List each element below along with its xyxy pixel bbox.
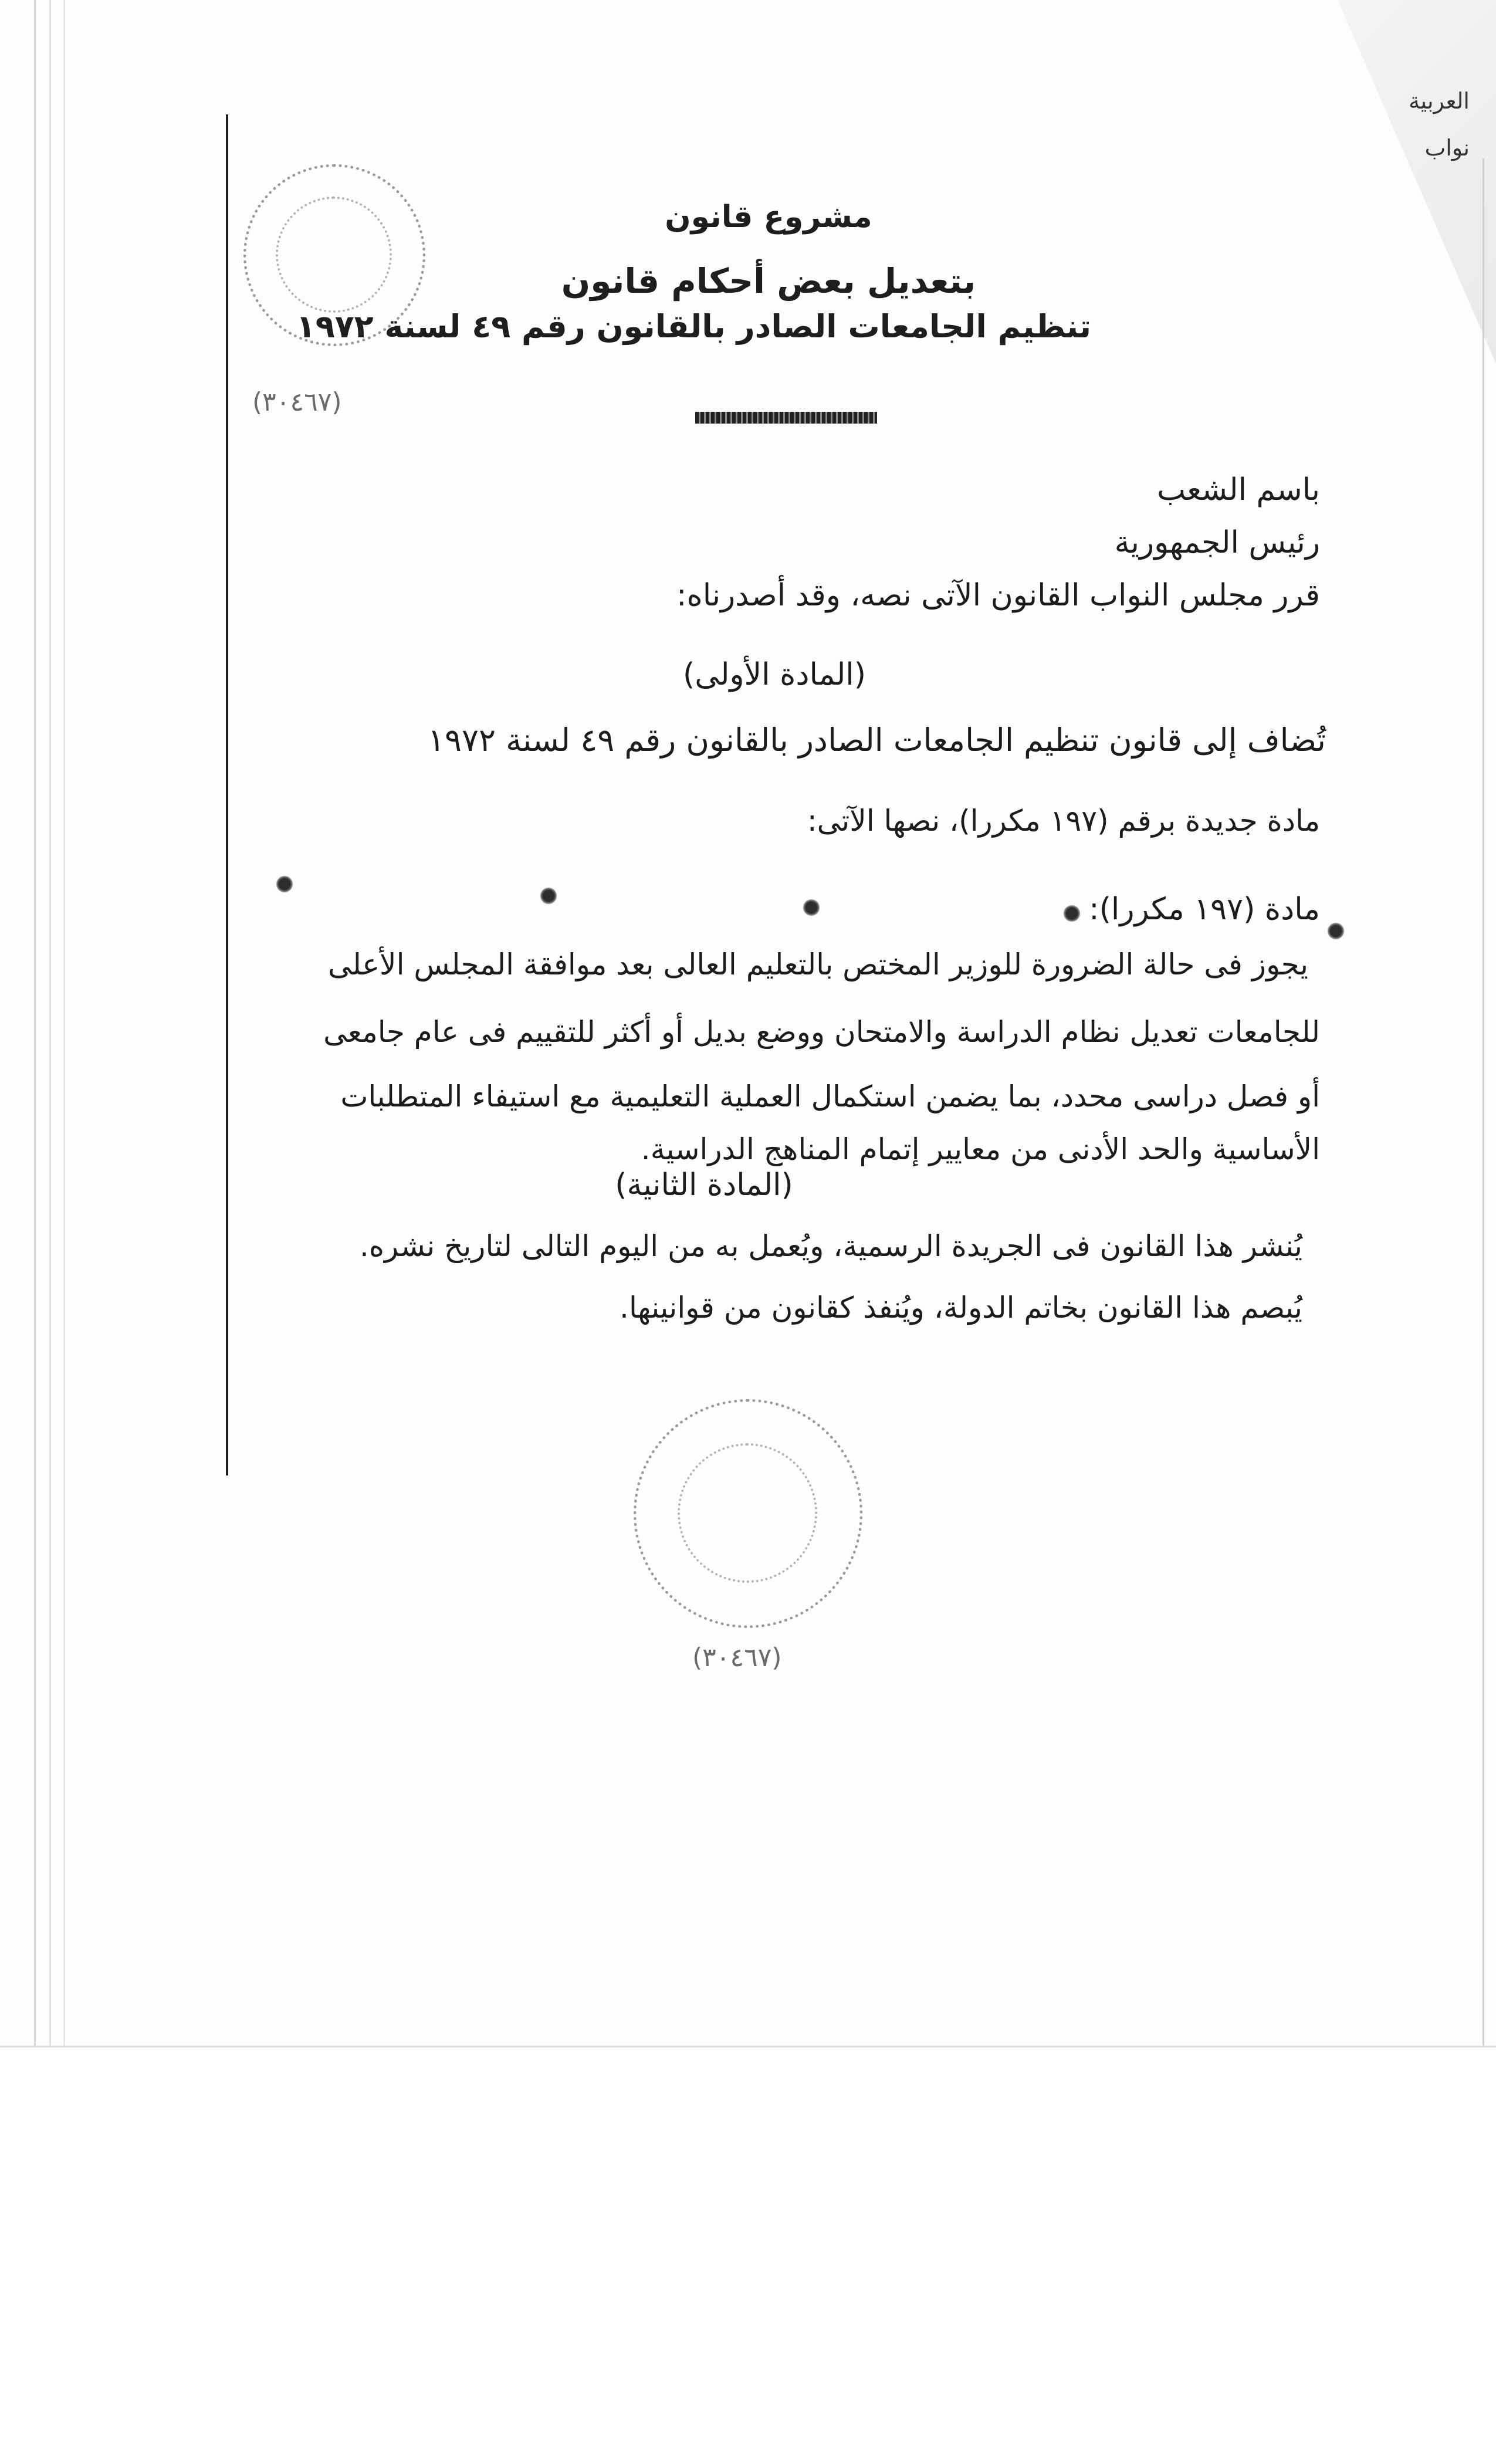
article2-heading: (المادة الثانية) [615, 1167, 793, 1203]
folded-corner [1338, 0, 1496, 364]
paper-edge [34, 0, 36, 2047]
punch-mark [1327, 922, 1345, 940]
article1-heading: (المادة الأولى) [682, 657, 867, 692]
article2-line1: يُنشر هذا القانون فى الجريدة الرسمية، ويُعمل به من اليوم التالى لتاريخ نشره. [360, 1229, 1302, 1263]
punch-mark [803, 899, 820, 916]
header-text-line1: العربية [1409, 88, 1470, 114]
new-article-line3: أو فصل دراسى محدد، بما يضمن استكمال العملية التعليمية مع استيفاء المتطلبات [340, 1079, 1320, 1113]
title-line3: تنظيم الجامعات الصادر بالقانون رقم ٤٩ لسنة ١٩٧٢ [296, 308, 1091, 345]
stamp-inner-ring [678, 1443, 817, 1583]
punch-mark [540, 887, 557, 905]
preamble-line1: باسم الشعب [1157, 472, 1320, 507]
punch-mark [276, 875, 293, 893]
article1-line2: مادة جديدة برقم (١٩٧ مكررا)، نصها الآتى: [807, 804, 1320, 838]
preamble-line3: قرر مجلس النواب القانون الآتى نصه، وقد أصدرناه: [676, 578, 1320, 613]
stamp-number-bottom: (٣٠٤٦٧) [692, 1643, 782, 1673]
new-article-line4: الأساسية والحد الأدنى من معايير إتمام المناهج الدراسية. [641, 1132, 1320, 1166]
title-underline-rule [695, 412, 877, 424]
new-article-line2: للجامعات تعديل نظام الدراسة والامتحان ووضع بديل أو أكثر للتقييم فى عام جامعى [323, 1015, 1320, 1049]
new-article-line1: يجوز فى حالة الضرورة للوزير المختص بالتعليم العالى بعد موافقة المجلس الأعلى [328, 947, 1308, 981]
article2-line2: يُبصم هذا القانون بخاتم الدولة، ويُنفذ كقانون من قوانينها. [620, 1291, 1302, 1325]
article1-line1: تُضاف إلى قانون تنظيم الجامعات الصادر بالقانون رقم ٤٩ لسنة ١٩٧٢ [427, 722, 1326, 759]
new-article-label: مادة (١٩٧ مكررا): [1089, 892, 1320, 927]
punch-mark [1063, 905, 1081, 922]
title-line2: بتعديل بعض أحكام قانون [561, 261, 976, 301]
paper-edge-right [1483, 158, 1484, 2047]
stamp-number-top: (٣٠٤٦٧) [252, 387, 342, 417]
stamp-inner-ring [276, 197, 392, 313]
preamble-line2: رئيس الجمهورية [1114, 525, 1320, 560]
page-bottom-edge [0, 2046, 1496, 2047]
official-stamp-bottom [634, 1399, 862, 1628]
title-line1: مشروع قانون [665, 199, 872, 235]
margin-line [226, 114, 228, 1475]
header-text-line2: نواب [1424, 135, 1470, 161]
paper-edge [63, 0, 65, 2047]
paper-edge [49, 0, 51, 2047]
